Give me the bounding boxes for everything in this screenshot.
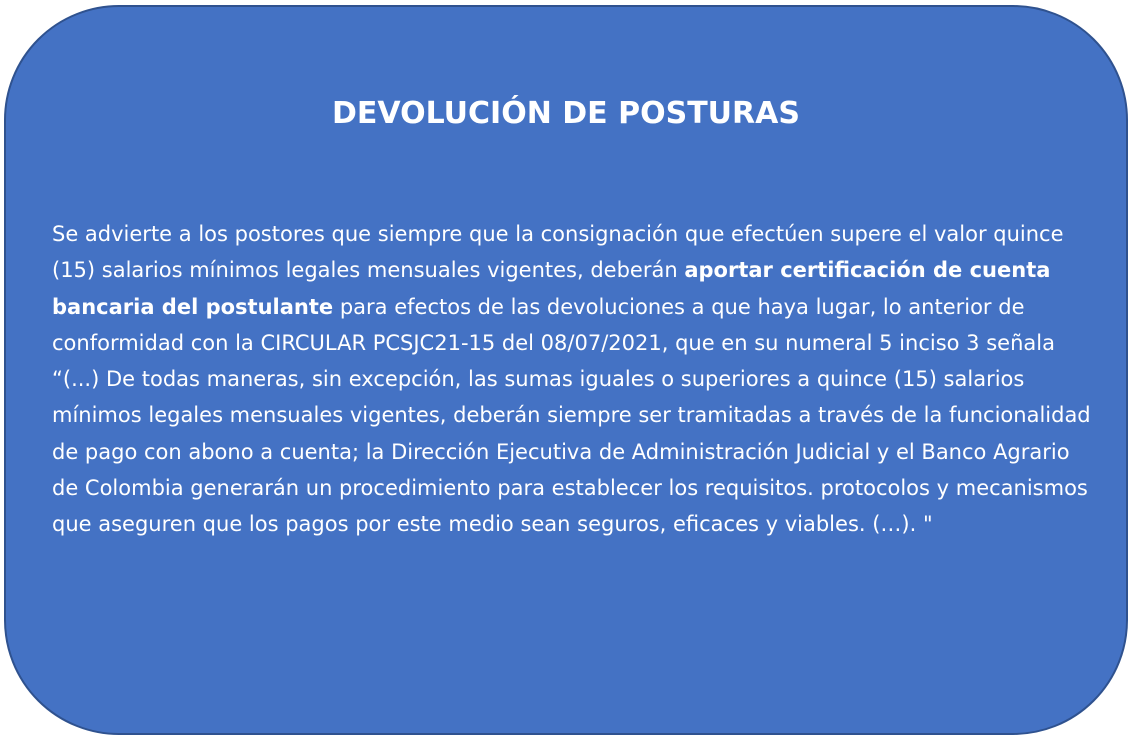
paragraph-intro: Se advierte a los postores que siempre que la consignación que efectúen supere el valor quince (15) salarios mínimos legales mensuales vigentes, deberán [52, 222, 1064, 283]
notice-card [4, 5, 1128, 735]
paragraph-rest: para efectos de las devoluciones a que haya lugar, lo anterior de conformidad con la CIRCULAR PCSJC21-15 del 08/07/2021, que en su numeral 5 inciso 3 señala “(...) De todas maneras, sin excepción, las sumas iguales o superiores a quince (15) salarios mínimos legales mensuales vigentes, deberán siempre ser tramitadas a través de la funcionalidad de pago con abono a cuenta; la Dirección Ejecutiva de Administración Judicial y el Banco Agrario de Colombia generarán un procedimiento para establecer los requisitos. protocolos y mecanismos que aseguren que los pagos por este medio sean seguros, eficaces y viables. (…). " [52, 294, 1091, 537]
notice-paragraph [52, 216, 1097, 543]
paragraph-emphasis: aportar certificación de cuenta bancaria del postulante [52, 258, 1051, 319]
notice-title: DEVOLUCIÓN DE POSTURAS [332, 96, 800, 131]
